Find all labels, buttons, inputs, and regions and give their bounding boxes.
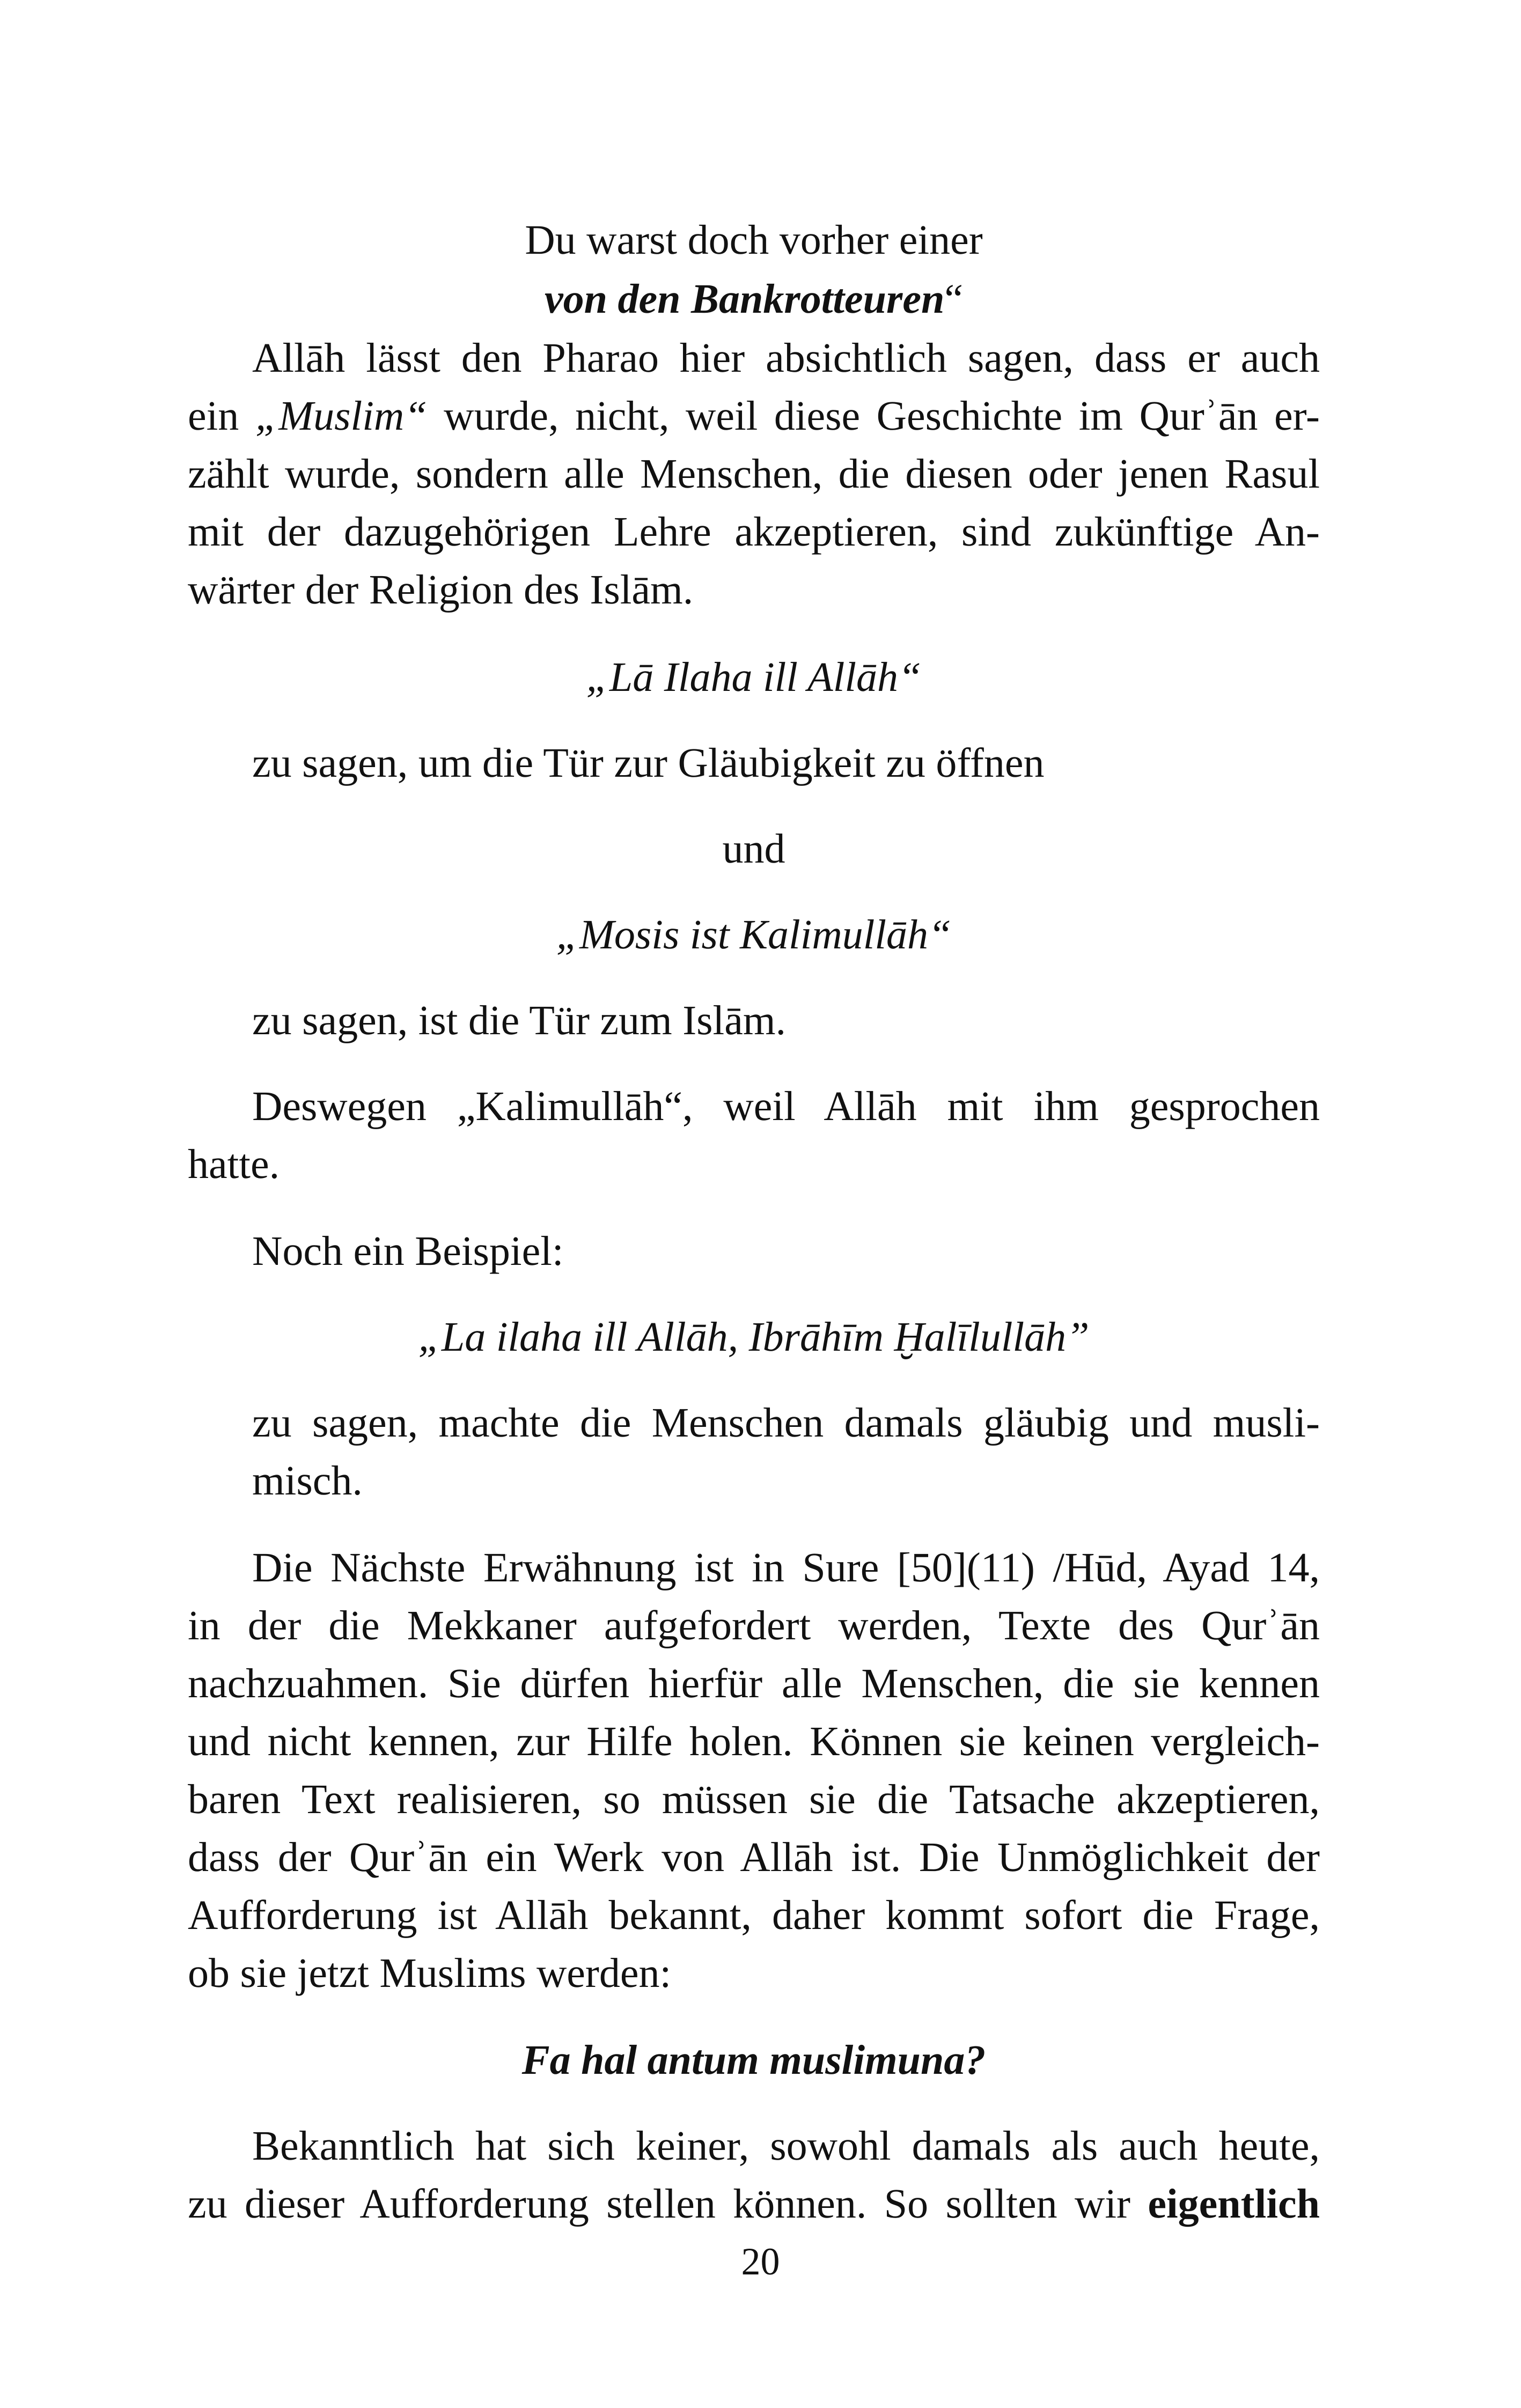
paragraph-line: zu sagen, ist die Tür zum Islām. <box>252 997 786 1043</box>
paragraph-line: in der die Mekkaner aufgefordert werden, Texte des Qurʾān <box>188 1602 1320 1648</box>
paragraph-line: wärter der Religion des Islām. <box>188 566 694 613</box>
paragraph-line: zu sagen, machte die Menschen damals gläubig und musli- <box>252 1399 1320 1446</box>
question-heading: Fa hal antum muslimuna? <box>521 2036 986 2083</box>
paragraph-line: dass der Qurʾān ein Werk von Allāh ist. Die Unmöglichkeit der <box>188 1833 1320 1880</box>
paragraph-line: baren Text realisieren, so müssen sie die Tatsache akzeptieren, <box>188 1776 1320 1822</box>
paragraph-line: zählt wurde, sondern alle Menschen, die diesen oder jenen Rasul <box>188 450 1320 497</box>
paragraph-line: misch. <box>252 1457 363 1504</box>
paragraph-line: ein „Muslim“ wurde, nicht, weil diese Geschichte im Qurʾān er- <box>188 392 1320 439</box>
verse-line-1: Du warst doch vorher einer <box>525 216 983 263</box>
italic-term: „Muslim“ <box>255 392 428 439</box>
bold-word: eigentlich <box>1148 2180 1320 2227</box>
paragraph-line: Deswegen „Kalimullāh“, weil Allāh mit ihm gesprochen <box>252 1083 1320 1129</box>
paragraph-line: zu sagen, um die Tür zur Gläubigkeit zu öffnen <box>252 739 1045 786</box>
quote-line: „La ilaha ill Allāh, Ibrāhīm Ḫalīlullāh” <box>418 1313 1090 1360</box>
paragraph-line: Noch ein Beispiel: <box>252 1227 564 1274</box>
page-number: 20 <box>741 2240 780 2283</box>
paragraph-line: Allāh lässt den Pharao hier absichtlich sagen, dass er auch <box>252 334 1320 381</box>
paragraph-line: Bekanntlich hat sich keiner, sowohl damals als auch heute, <box>252 2122 1320 2169</box>
paragraph-line: Aufforderung ist Allāh bekannt, daher kommt sofort die Frage, <box>188 1891 1320 1938</box>
quote-line: „Mosis ist Kalimullāh“ <box>556 911 952 958</box>
paragraph-line: zu dieser Aufforderung stellen können. So sollten wir eigentlich <box>188 2180 1320 2227</box>
verse-line-2 <box>188 271 1320 327</box>
paragraph-line: ob sie jetzt Muslims werden: <box>188 1949 672 1996</box>
paragraph-line: nachzuahmen. Sie dürfen hierfür alle Menschen, die sie kennen <box>188 1660 1320 1706</box>
quote-line: „Lā Ilaha ill Allāh“ <box>586 653 922 700</box>
paragraph-line: mit der dazugehörigen Lehre akzeptieren, sind zukünftige An- <box>188 508 1320 555</box>
connector-word: und <box>722 825 785 872</box>
paragraph-line: und nicht kennen, zur Hilfe holen. Können sie keinen vergleich- <box>188 1718 1320 1764</box>
paragraph-line: hatte. <box>188 1140 280 1187</box>
emphasis-text: von den Bankrotteuren <box>544 275 945 322</box>
paragraph-line: Die Nächste Erwähnung ist in Sure [50](11) /Hūd, Ayad 14, <box>252 1544 1320 1590</box>
closing-quote: “ <box>944 275 964 322</box>
